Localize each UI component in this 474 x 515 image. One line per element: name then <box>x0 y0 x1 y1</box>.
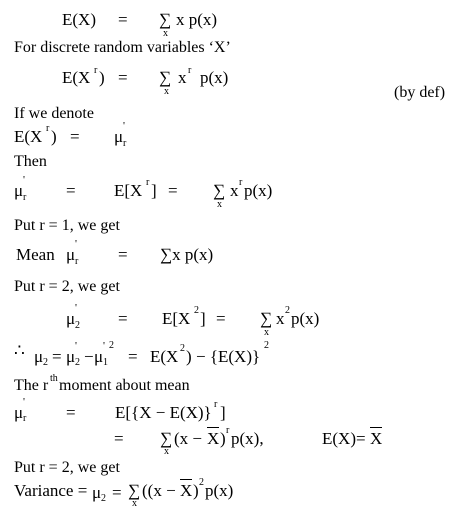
l11-equals-2: = <box>216 309 226 328</box>
l12-mu: μ <box>34 347 44 366</box>
l5-lhs-sup: r <box>46 123 50 134</box>
l1-lhs: E(X) <box>62 10 96 29</box>
l5-lhs-a: E(X <box>14 127 43 146</box>
l12-mu-sub: 2 <box>43 357 48 368</box>
l15-a: (x − <box>174 429 202 448</box>
l12-rhs-c: − {E(X)} <box>196 347 261 366</box>
l12-equals-2: = <box>128 347 138 366</box>
l7-rhs-b: p(x) <box>244 181 273 200</box>
l12-mu2: μ <box>66 347 76 366</box>
l11-sigma-sub: x <box>264 327 269 338</box>
l12-mu3-sub: 1 <box>103 357 108 368</box>
l7-sigma-sub: x <box>217 199 222 210</box>
l2-text: For discrete random variables ‘X’ <box>14 39 231 56</box>
var-xbar-overline <box>180 479 192 480</box>
l15-right-a: E(X)= <box>322 429 366 448</box>
var-sup: 2 <box>199 477 204 488</box>
l5-mu: μ <box>114 127 124 146</box>
l7-rhs-a: x <box>230 181 239 200</box>
l11-rhs-sup: 2 <box>285 305 290 316</box>
l15-xbar: X <box>207 429 220 448</box>
mean-mu: μ <box>66 245 76 264</box>
l12-mu3: μ <box>94 347 104 366</box>
l3-sigma-sub: x <box>164 86 169 97</box>
l11-equals: = <box>118 309 128 328</box>
var-mu-sub: 2 <box>101 493 106 504</box>
put-r2b-text: Put r = 2, we get <box>14 459 120 476</box>
by-def-note: (by def) <box>394 84 446 101</box>
l12-mu2-prime: ' <box>75 340 77 352</box>
var-d: p(x) <box>205 481 234 500</box>
l3-sigma: ∑ <box>159 68 172 87</box>
l15-right-xbar: X <box>370 429 383 448</box>
var-xbar: X <box>180 481 193 500</box>
l15-sup: r <box>226 425 230 436</box>
l5-equals: = <box>70 127 80 146</box>
l11-sigma: ∑ <box>260 309 273 328</box>
l3-rhs-a: x <box>178 68 187 87</box>
l5-lhs-b: ) <box>51 127 57 146</box>
l15-equals: = <box>114 429 124 448</box>
l11-mu: μ <box>66 309 76 328</box>
l3-lhs-b: ) <box>99 68 105 87</box>
l4-text: If we denote <box>14 105 94 122</box>
l13-sup: th <box>50 373 58 384</box>
mean-equals: = <box>118 245 128 264</box>
l3-rhs-b: p(x) <box>200 68 229 87</box>
l7-rhs-sup: r <box>239 177 243 188</box>
var-c: ) <box>193 481 199 500</box>
l11-mid-sup: 2 <box>194 305 199 316</box>
l15-b: ) <box>220 429 226 448</box>
l11-mid-b: ] <box>200 309 206 328</box>
l7-equals: = <box>66 181 76 200</box>
mean-rhs: ∑x p(x) <box>160 245 214 264</box>
then-text: Then <box>14 153 47 170</box>
l12-rhs-a: E(X <box>150 347 179 366</box>
l12-mu3-sup: 2 <box>109 340 114 351</box>
l3-lhs-a: E(X <box>62 68 91 87</box>
l12-mu2-sub: 2 <box>75 357 80 368</box>
l12-rhs-b: ) <box>186 347 192 366</box>
l1-sigma: ∑ <box>159 10 172 29</box>
var-sigma: ∑ <box>128 481 141 500</box>
l3-equals: = <box>118 68 128 87</box>
l14-mu-prime: ' <box>23 396 25 408</box>
l7-mid-sup: r <box>146 177 150 188</box>
l7-mu-prime: ' <box>23 174 25 186</box>
put-r1-text: Put r = 1, we get <box>14 217 120 234</box>
l11-mid-a: E[X <box>162 309 191 328</box>
mean-mu-prime: ' <box>75 238 77 250</box>
l15-sigma: ∑ <box>160 429 173 448</box>
l15-xbar-overline <box>207 427 219 428</box>
l11-mu-sub: 2 <box>75 320 80 331</box>
l12-equals: = <box>52 347 62 366</box>
l14-rhs-sup: r <box>214 399 218 410</box>
l7-mid-b: ] <box>151 181 157 200</box>
l15-c: p(x), <box>231 429 264 448</box>
l11-rhs-b: p(x) <box>291 309 320 328</box>
l3-lhs-sup: r <box>94 65 98 76</box>
l12-rhs-sup: 2 <box>180 343 185 354</box>
l1-sigma-sub: x <box>163 28 168 39</box>
l13-b: moment about mean <box>59 377 190 394</box>
l5-mu-prime: ' <box>123 120 125 132</box>
l15-sigma-sub: x <box>164 446 169 457</box>
l15-right-xbar-overline <box>370 427 382 428</box>
l7-mu-sub: r <box>23 192 27 203</box>
l7-sigma: ∑ <box>213 181 226 200</box>
l7-mu: μ <box>14 181 24 200</box>
var-a: Variance = <box>14 481 88 500</box>
l11-mu-prime: ' <box>75 302 77 314</box>
l14-equals: = <box>66 403 76 422</box>
var-sigma-sub: x <box>132 498 137 509</box>
l12-mu3-prime: ' <box>103 340 105 352</box>
l5-mu-sub: r <box>123 138 127 149</box>
therefore-symbol: ∴ <box>14 341 25 360</box>
var-mu: μ <box>92 483 102 502</box>
l11-rhs-a: x <box>276 309 285 328</box>
l3-rhs-sup: r <box>188 65 192 76</box>
l7-mid-a: E[X <box>114 181 143 200</box>
mean-mu-sub: r <box>75 256 79 267</box>
l7-equals-2: = <box>168 181 178 200</box>
l14-rhs-b: ] <box>220 403 226 422</box>
l12-minus: − <box>84 347 94 366</box>
l13-a: The r <box>14 377 49 394</box>
l1-equals: = <box>118 10 128 29</box>
l1-rhs: x p(x) <box>176 10 218 29</box>
l14-mu: μ <box>14 403 24 422</box>
l14-mu-sub: r <box>23 413 27 424</box>
var-equals: = <box>112 483 122 502</box>
l12-rhs-sup2: 2 <box>264 340 269 351</box>
mean-label: Mean <box>16 245 55 264</box>
put-r2-text: Put r = 2, we get <box>14 278 120 295</box>
var-b: ((x − <box>142 481 176 500</box>
l14-rhs-a: E[{X − E(X)} <box>115 403 212 422</box>
